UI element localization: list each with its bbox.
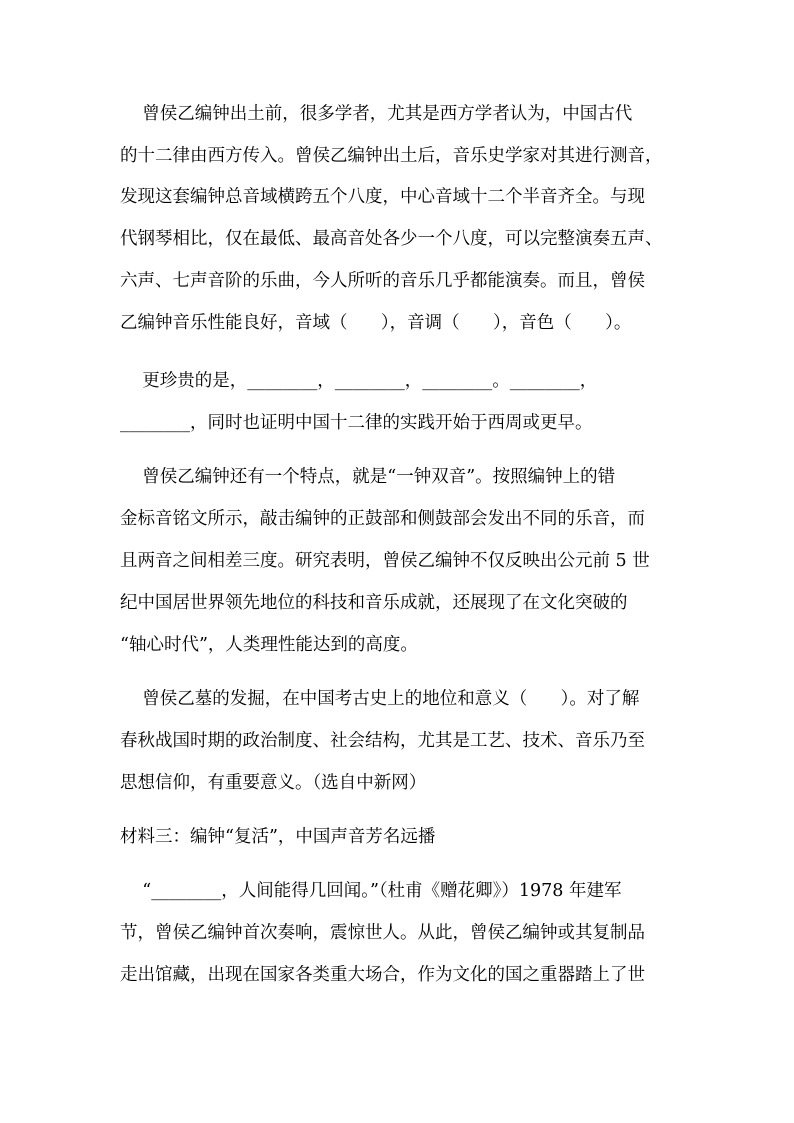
paragraph-4-line-3: 思想信仰，有重要意义。（选自中新网） <box>120 773 427 793</box>
paragraph-2-line-1: 更珍贵的是，________，________，________。________， <box>120 371 598 391</box>
paragraph-4-line-1: 曾侯乙墓的发掘，在中国考古史上的地位和意义（ ）。对了解 <box>120 689 640 709</box>
paragraph-5-line-3: 走出馆藏，出现在国家各类重大场合，作为文化的国之重器踏上了世 <box>120 965 645 985</box>
paragraph-1-line-2: 的十二律由西方传入。曾侯乙编钟出土后，音乐史学家对其进行测音， <box>120 146 663 166</box>
paragraph-3-line-1: 曾侯乙编钟还有一个特点，就是“一钟双音”。按照编钟上的错 <box>120 467 616 487</box>
paragraph-1-line-3: 发现这套编钟总音域横跨五个八度，中心音域十二个半音齐全。与现 <box>120 187 645 207</box>
paragraph-1-line-1: 曾侯乙编钟出土前，很多学者，尤其是西方学者认为，中国古代 <box>120 104 633 124</box>
paragraph-5-line-1: “________，人间能得几回闻。”（杜甫《赠花卿》）1978 年建军 <box>120 881 622 901</box>
paragraph-3-line-2: 金标音铭文所示，敲击编钟的正鼓部和侧鼓部会发出不同的乐音，而 <box>120 509 645 529</box>
paragraph-2-line-2: ________，同时也证明中国十二律的实践开始于西周或更早。 <box>120 413 593 433</box>
section-heading-line: 材料三：编钟“复活”，中国声音芳名远播 <box>120 827 436 847</box>
paragraph-1-line-4: 代钢琴相比，仅在最低、最高音处各少一个八度，可以完整演奏五声、 <box>120 229 663 249</box>
paragraph-1-line-5: 六声、七声音阶的乐曲，今人所听的音乐几乎都能演奏。而且，曾侯 <box>120 271 645 291</box>
paragraph-5-line-2: 节，曾侯乙编钟首次奏响，震惊世人。从此，曾侯乙编钟或其复制品 <box>120 923 645 943</box>
paragraph-3-line-4: 纪中国居世界领先地位的科技和音乐成就，还展现了在文化突破的 <box>120 593 628 613</box>
paragraph-3-line-3: 且两音之间相差三度。研究表明，曾侯乙编钟不仅反映出公元前 5 世 <box>120 551 650 571</box>
paragraph-3-line-5: “轴心时代”，人类理性能达到的高度。 <box>120 635 418 655</box>
paragraph-1-line-6: 乙编钟音乐性能良好，音域（ ），音调（ ），音色（ ）。 <box>120 313 632 333</box>
paragraph-4-line-2: 春秋战国时期的政治制度、社会结构，尤其是工艺、技术、音乐乃至 <box>120 731 645 751</box>
